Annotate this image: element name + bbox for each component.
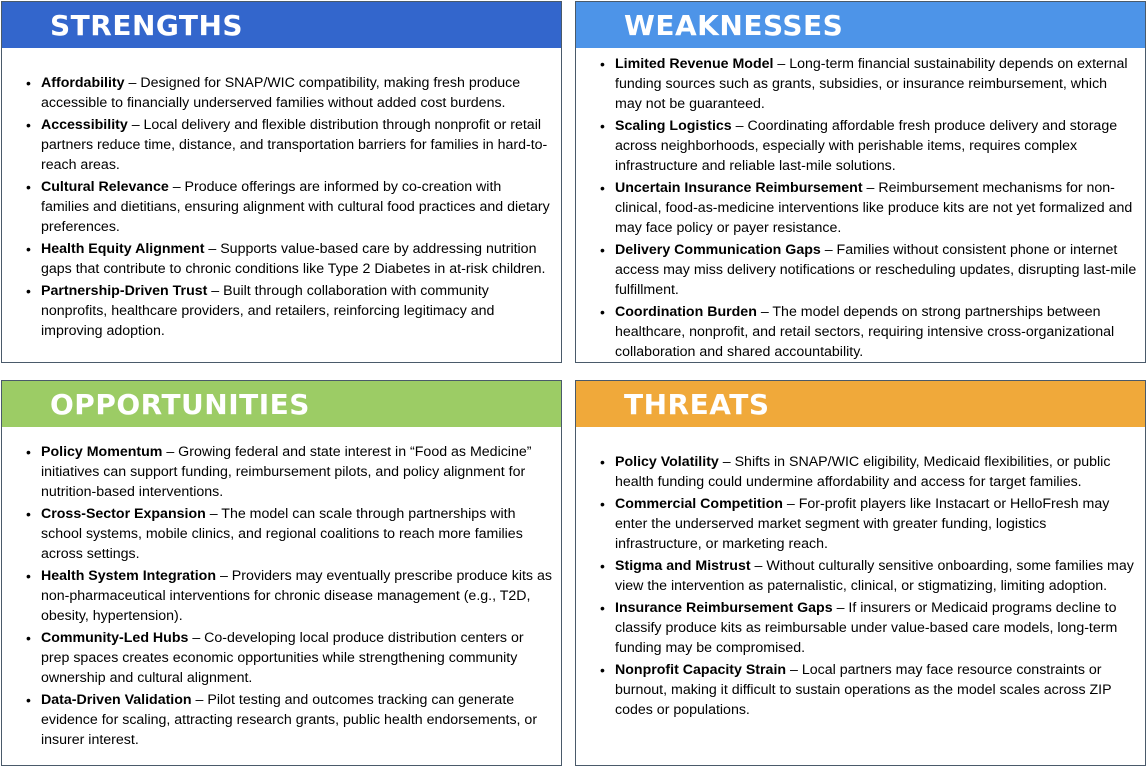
threats-header — [576, 381, 1145, 427]
item-term: Cultural Relevance — [41, 179, 169, 195]
bullet-icon: • — [26, 241, 31, 257]
item-description: – Pilot testing and outcomes tracking can generate evidence for scaling, attracting research grants, public health endorsements, or insurer interest. — [41, 692, 538, 748]
item-term: Policy Momentum — [41, 444, 163, 460]
item-term: Policy Volatility — [615, 454, 719, 470]
list-item — [598, 598, 1137, 658]
bullet-icon: • — [600, 56, 605, 72]
list-item — [24, 566, 553, 626]
item-term: Data-Driven Validation — [41, 692, 192, 708]
item-description: – Produce offerings are informed by co-creation with families and dietitians, ensuring alignment with cultural food practices and dietary preferences. — [41, 179, 550, 235]
opportunities-header — [2, 381, 561, 427]
threats-title: THREATS — [624, 387, 770, 421]
threats-list — [598, 452, 1137, 720]
bullet-icon: • — [600, 304, 605, 320]
item-description: – Local delivery and flexible distribution through nonprofit or retail partners reduce time, distance, and transportation barriers for families in hard-to-reach areas. — [41, 117, 548, 173]
bullet-icon: • — [26, 692, 31, 708]
bullet-icon: • — [26, 444, 31, 460]
item-description: – Providers may eventually prescribe produce kits as non-pharmaceutical interventions for chronic disease management (e.g., T2D, obesity, hypertension). — [41, 568, 552, 624]
item-term: Commercial Competition — [615, 496, 783, 512]
item-term: Affordability — [41, 75, 125, 91]
opportunities-title: OPPORTUNITIES — [50, 387, 310, 421]
item-description: – Reimbursement mechanisms for non-clinical, food-as-medicine interventions like produce kits are not yet formalized and may face policy or payer resistance. — [615, 180, 1133, 236]
opportunities-list — [24, 442, 553, 750]
item-term: Health System Integration — [41, 568, 217, 584]
bullet-icon: • — [26, 117, 31, 133]
list-item — [598, 302, 1137, 362]
strengths-body — [2, 73, 561, 343]
list-item — [24, 115, 553, 175]
item-term: Partnership-Driven Trust — [41, 283, 208, 299]
item-description: – The model can scale through partnerships with school systems, mobile clinics, and regional coalitions to reach more families across settings. — [41, 506, 523, 562]
list-item — [24, 73, 553, 113]
weaknesses-panel — [575, 1, 1146, 363]
bullet-icon: • — [600, 662, 605, 678]
strengths-title: STRENGTHS — [50, 8, 244, 42]
list-item — [598, 178, 1137, 238]
list-item — [598, 54, 1137, 114]
item-description: – For-profit players like Instacart or HelloFresh may enter the underserved market segment with greater funding, logistics infrastructure, or marketing reach. — [615, 496, 1110, 552]
item-term: Delivery Communication Gaps — [615, 242, 821, 258]
threats-panel — [575, 380, 1146, 766]
list-item — [598, 116, 1137, 176]
item-term: Stigma and Mistrust — [615, 558, 751, 574]
bullet-icon: • — [600, 454, 605, 470]
item-term: Coordination Burden — [615, 304, 757, 320]
list-item — [598, 556, 1137, 596]
item-description: – Without culturally sensitive onboarding, some families may view the intervention as paternalistic, clinical, or stigmatizing, limiting adoption. — [615, 558, 1134, 594]
list-item — [598, 660, 1137, 720]
weaknesses-header — [576, 2, 1145, 48]
item-term: Health Equity Alignment — [41, 241, 205, 257]
item-description: – Growing federal and state interest in “Food as Medicine” initiatives can support funding, reimbursement pilots, and policy alignment for nutrition-based interventions. — [41, 444, 532, 500]
bullet-icon: • — [600, 242, 605, 258]
list-item — [24, 690, 553, 750]
opportunities-panel — [1, 380, 562, 766]
list-item — [24, 628, 553, 688]
bullet-icon: • — [26, 568, 31, 584]
item-term: Cross-Sector Expansion — [41, 506, 206, 522]
bullet-icon: • — [26, 630, 31, 646]
item-term: Accessibility — [41, 117, 128, 133]
bullet-icon: • — [26, 179, 31, 195]
item-description: – Shifts in SNAP/WIC eligibility, Medicaid flexibilities, or public health funding could undermine affordability and access for target families. — [615, 454, 1111, 490]
bullet-icon: • — [600, 496, 605, 512]
bullet-icon: • — [600, 180, 605, 196]
item-description: – Coordinating affordable fresh produce delivery and storage across neighborhoods, especially with perishable items, requires complex infrastructure and reliable last-mile solutions. — [615, 118, 1118, 174]
strengths-list — [24, 73, 553, 341]
item-term: Uncertain Insurance Reimbursement — [615, 180, 863, 196]
list-item — [598, 494, 1137, 554]
strengths-header — [2, 2, 561, 48]
bullet-icon: • — [600, 558, 605, 574]
item-term: Limited Revenue Model — [615, 56, 774, 72]
bullet-icon: • — [26, 506, 31, 522]
list-item — [24, 504, 553, 564]
list-item — [24, 239, 553, 279]
threats-body — [576, 452, 1145, 722]
item-description: – Long-term financial sustainability depends on external funding sources such as grants, subsidies, or insurance reimbursement, which may not be guaranteed. — [615, 56, 1128, 112]
weaknesses-body — [576, 54, 1145, 364]
list-item — [598, 240, 1137, 300]
item-term: Insurance Reimbursement Gaps — [615, 600, 833, 616]
item-description: – The model depends on strong partnerships between healthcare, nonprofit, and retail sectors, requiring intensive cross-organizational collaboration and shared accountability. — [615, 304, 1115, 360]
item-description: – Designed for SNAP/WIC compatibility, making fresh produce accessible to financially underserved families without added cost burdens. — [41, 75, 521, 111]
list-item — [24, 281, 553, 341]
bullet-icon: • — [600, 600, 605, 616]
weaknesses-title: WEAKNESSES — [624, 8, 844, 42]
item-description: – Built through collaboration with community nonprofits, healthcare providers, and retailers, reinforcing legitimacy and improving adoption. — [41, 283, 495, 339]
weaknesses-list — [598, 54, 1137, 362]
list-item — [24, 177, 553, 237]
item-term: Scaling Logistics — [615, 118, 732, 134]
item-term: Nonprofit Capacity Strain — [615, 662, 787, 678]
bullet-icon: • — [26, 283, 31, 299]
strengths-panel — [1, 1, 562, 363]
item-description: – Supports value-based care by addressing nutrition gaps that contribute to chronic conditions like Type 2 Diabetes in at-risk children. — [41, 241, 546, 277]
item-description: – If insurers or Medicaid programs decline to classify produce kits as reimbursable under value-based care models, long-term funding may be compromised. — [615, 600, 1118, 656]
bullet-icon: • — [26, 75, 31, 91]
list-item — [598, 452, 1137, 492]
item-description: – Families without consistent phone or internet access may miss delivery notifications or rescheduling updates, disrupting last-mile fulfillment. — [615, 242, 1137, 298]
item-term: Community-Led Hubs — [41, 630, 189, 646]
item-description: – Local partners may face resource constraints or burnout, making it difficult to sustain operations as the model scales across ZIP codes or populations. — [615, 662, 1112, 718]
bullet-icon: • — [600, 118, 605, 134]
opportunities-body — [2, 442, 561, 752]
list-item — [24, 442, 553, 502]
item-description: – Co-developing local produce distribution centers or prep spaces creates economic opportunities while strengthening community ownership and cultural alignment. — [41, 630, 524, 686]
